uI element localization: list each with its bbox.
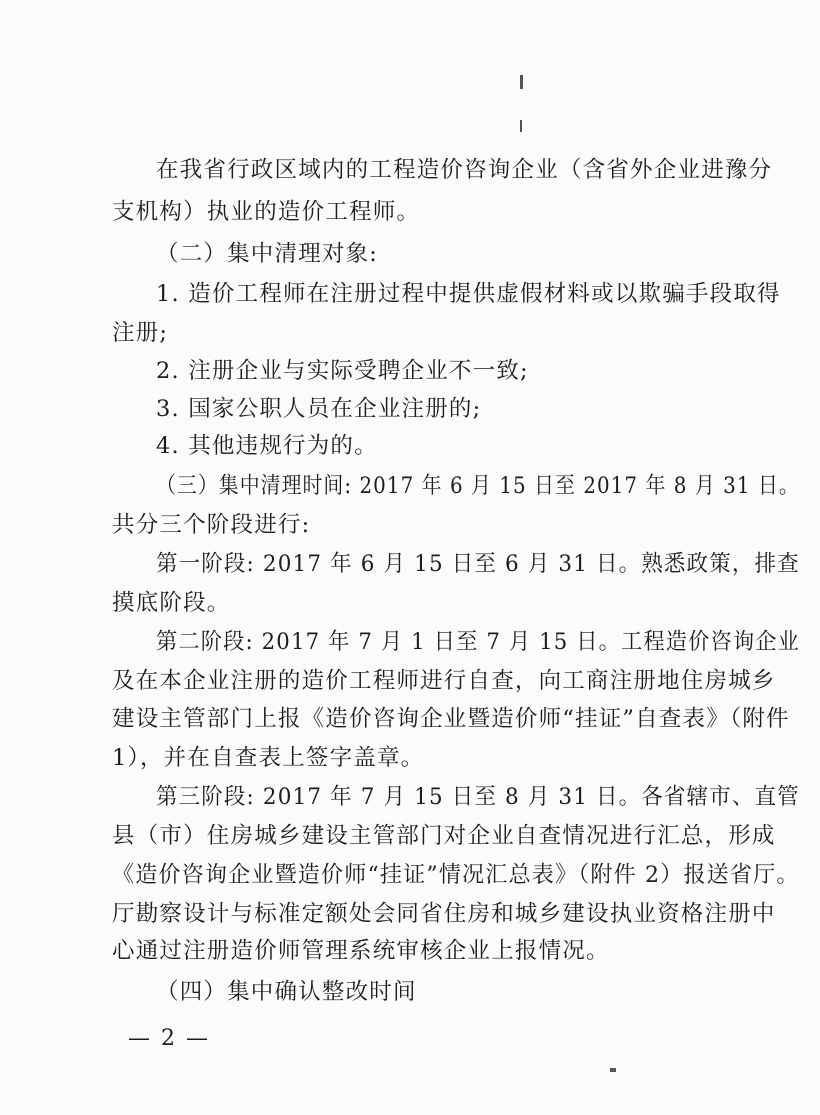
text-line: 第三阶段: 2017 年 7 月 15 日至 8 月 31 日。各省辖市、直管	[156, 784, 800, 810]
text-line: 县（市）住房城乡建设主管部门对企业自查情况进行汇总，形成	[112, 823, 776, 849]
text-line: 第二阶段: 2017 年 7 月 1 日至 7 月 15 日。工程造价咨询企业	[156, 629, 801, 655]
text-line: 厅勘察设计与标准定额处会同省住房和城乡建设执业资格注册中	[112, 901, 776, 927]
section-heading: （三）集中清理时间: 2017 年 6 月 15 日至 2017 年 8 月 31 日。	[156, 473, 800, 499]
list-item: 2. 注册企业与实际受聘企业不一致;	[156, 358, 529, 384]
text-line: 注册;	[112, 320, 169, 346]
text-line: 建设主管部门上报《造价咨询企业暨造价师“挂证”自查表》（附件	[112, 706, 790, 732]
section-heading: （四）集中确认整改时间	[156, 979, 417, 1005]
scan-mark	[610, 1068, 616, 1072]
text-line: 摸底阶段。	[112, 590, 231, 616]
list-item: 4. 其他违规行为的。	[156, 433, 378, 459]
text-line: 支机构）执业的造价工程师。	[112, 199, 421, 225]
list-item: 1. 造价工程师在注册过程中提供虚假材料或以欺骗手段取得	[156, 281, 781, 307]
text-line: 1），并在自查表上签字盖章。	[112, 745, 425, 771]
text-line: 及在本企业注册的造价工程师进行自查，向工商注册地住房城乡	[112, 668, 776, 694]
text-line: 在我省行政区域内的工程造价咨询企业（含省外企业进豫分	[156, 157, 773, 183]
scan-mark	[520, 120, 522, 132]
text-line: 心通过注册造价师管理系统审核企业上报情况。	[112, 938, 610, 964]
section-heading: （二）集中清理对象:	[156, 241, 379, 267]
page-number: — 2 —	[128, 1026, 210, 1051]
text-line: 第一阶段: 2017 年 6 月 15 日至 6 月 31 日。熟悉政策，排查	[156, 551, 800, 577]
text-line: 共分三个阶段进行:	[112, 512, 311, 538]
list-item: 3. 国家公职人员在企业注册的;	[156, 396, 482, 422]
text-line: 《造价咨询企业暨造价师“挂证”情况汇总表》（附件 2）报送省厅。	[112, 862, 800, 888]
scan-mark	[520, 75, 523, 89]
